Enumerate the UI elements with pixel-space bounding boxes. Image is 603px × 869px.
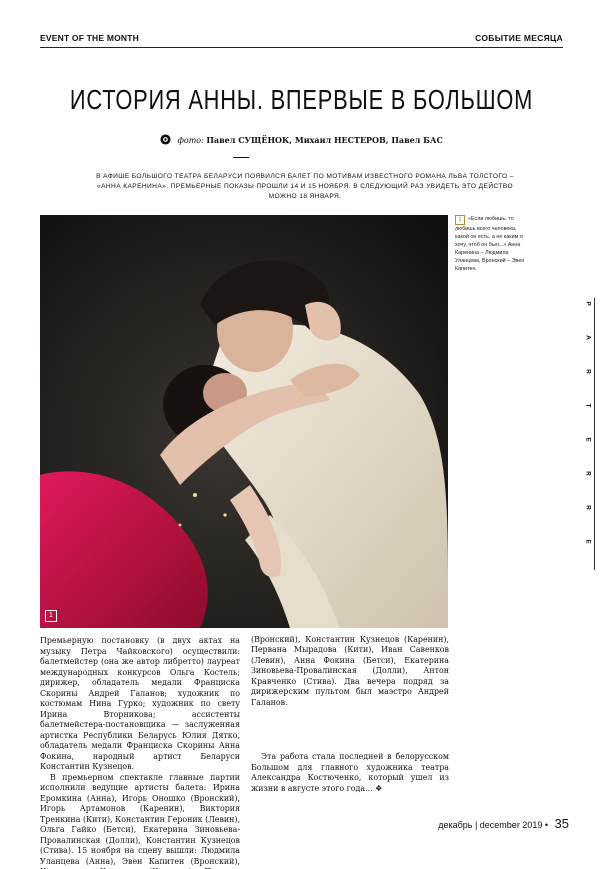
brand-letter: E <box>584 539 592 544</box>
credit-label: фото: <box>177 136 204 145</box>
section-label-en: EVENT OF THE MONTH <box>40 33 139 43</box>
photo-credit <box>0 134 603 145</box>
ballet-photo-illustration <box>40 215 448 628</box>
brand-letter: P <box>584 301 592 306</box>
caption-number: 1 <box>455 215 465 225</box>
ballet-photo <box>40 215 448 628</box>
page-footer <box>438 816 569 831</box>
body-column-left <box>40 636 240 869</box>
brand-letter: R <box>584 505 592 510</box>
photo-caption <box>455 215 527 273</box>
camera-icon <box>160 134 171 145</box>
page-number: 35 <box>554 816 569 831</box>
brand-letter: R <box>584 471 592 476</box>
body-paragraph-2-continued <box>251 636 449 752</box>
parterre-vertical-brand <box>583 298 595 570</box>
brand-letter: T <box>584 403 592 408</box>
article-title: ИСТОРИЯ АННЫ. ВПЕРВЫЕ В БОЛЬШОМ <box>69 84 534 115</box>
body-paragraph-2: В премьерном спектакле главные партии исполнили ведущие артисты балета: Ирина Еромкина (Анна), Игорь Оношко (Вронский), Игорь Артамонов (Каренин), Виктория Тренкина (Кити), Константин Героник (Левин), Ольга Гайко (Бетси), Екатерина Зиновьева-Провалинская (Долли), Константин Кузнецов (Стива). 15 ноября на сцену вышли: Людмила Уланцева (Анна), Эвен Капитен (Вронский), <box>40 772 240 866</box>
body-paragraph-1: Премьерную постановку (в двух актах на музыку Петра Чайковского) осуществили: балетмейстер (она же автор либретто) лауреат международных конкурсов Ольга Костель; дирижер, обладатель медали Франциска Скорины Андрей Галанов; художник по костюмам Нина Гурко; художник по свету Ирина Вторникова; ассистенты балетмейстера-постановщика — заслуженная артистка Республики Беларусь Юлия Дятко, обладатель медали Франциска Скорины Анна Фокина, народный артист Беларуси Константин Кузнецов. <box>40 636 240 771</box>
brand-rule <box>594 298 595 570</box>
page-header <box>40 33 563 48</box>
credit-names: Павел СУЩЁНОК, Михаил НЕСТЕРОВ, Павел БАС <box>206 135 443 145</box>
brand-letter: R <box>584 369 592 374</box>
issue-date: декабрь | december 2019 <box>438 820 543 830</box>
lead-paragraph: В АФИШЕ БОЛЬШОГО ТЕАТРА БЕЛАРУСИ ПОЯВИЛСЯ БАЛЕТ ПО МОТИВАМ ИЗВЕСТНОГО РОМАНА ЛЬВА ТОЛСТОГО – «АННА КАРЕНИНА». ПРЕМЬЕРНЫЕ ПОКАЗЫ ПРОШЛИ 14 И 15 НОЯБРЯ. В СЛЕДУЮЩИЙ РАЗ УВИДЕТЬ ЭТО ДЕЙСТВО МОЖНО 18 ЯНВАРЯ. <box>96 173 514 200</box>
caption-text: «Если любишь, то любишь всего человека, какой он есть, а не каким я хочу, чтоб он был...» Анна Каренина – Людмила Уланцева, Вронский – Эвен Капитен. <box>455 216 525 272</box>
photo-number-tag: 1 <box>45 610 57 622</box>
section-label-ru: СОБЫТИЕ МЕСЯЦА <box>475 33 563 43</box>
body-paragraph-2-overflow: (Вронский), Константин Кузнецов (Каренин), Первана Мырадова (Кити), Иван Савенков (Левин), Анна Фокина (Бетси), Екатерина Зиновьева-Провалинская (Долли), Антон Кравченко (Стива). Два вечера подряд за дирижерским пультом был маэстро Андрей Галанов. <box>251 636 449 707</box>
title-divider <box>233 157 249 158</box>
brand-letter: E <box>584 437 592 442</box>
footer-bullet: • <box>544 820 549 830</box>
brand-letter: A <box>584 335 592 340</box>
body-paragraph-3: Эта работа стала последней в белорусском Большом для главного художника театра Александра Костюченко, который ушел из жизни в августе этого года... ❖ <box>251 752 449 793</box>
body-column-right <box>251 636 449 794</box>
